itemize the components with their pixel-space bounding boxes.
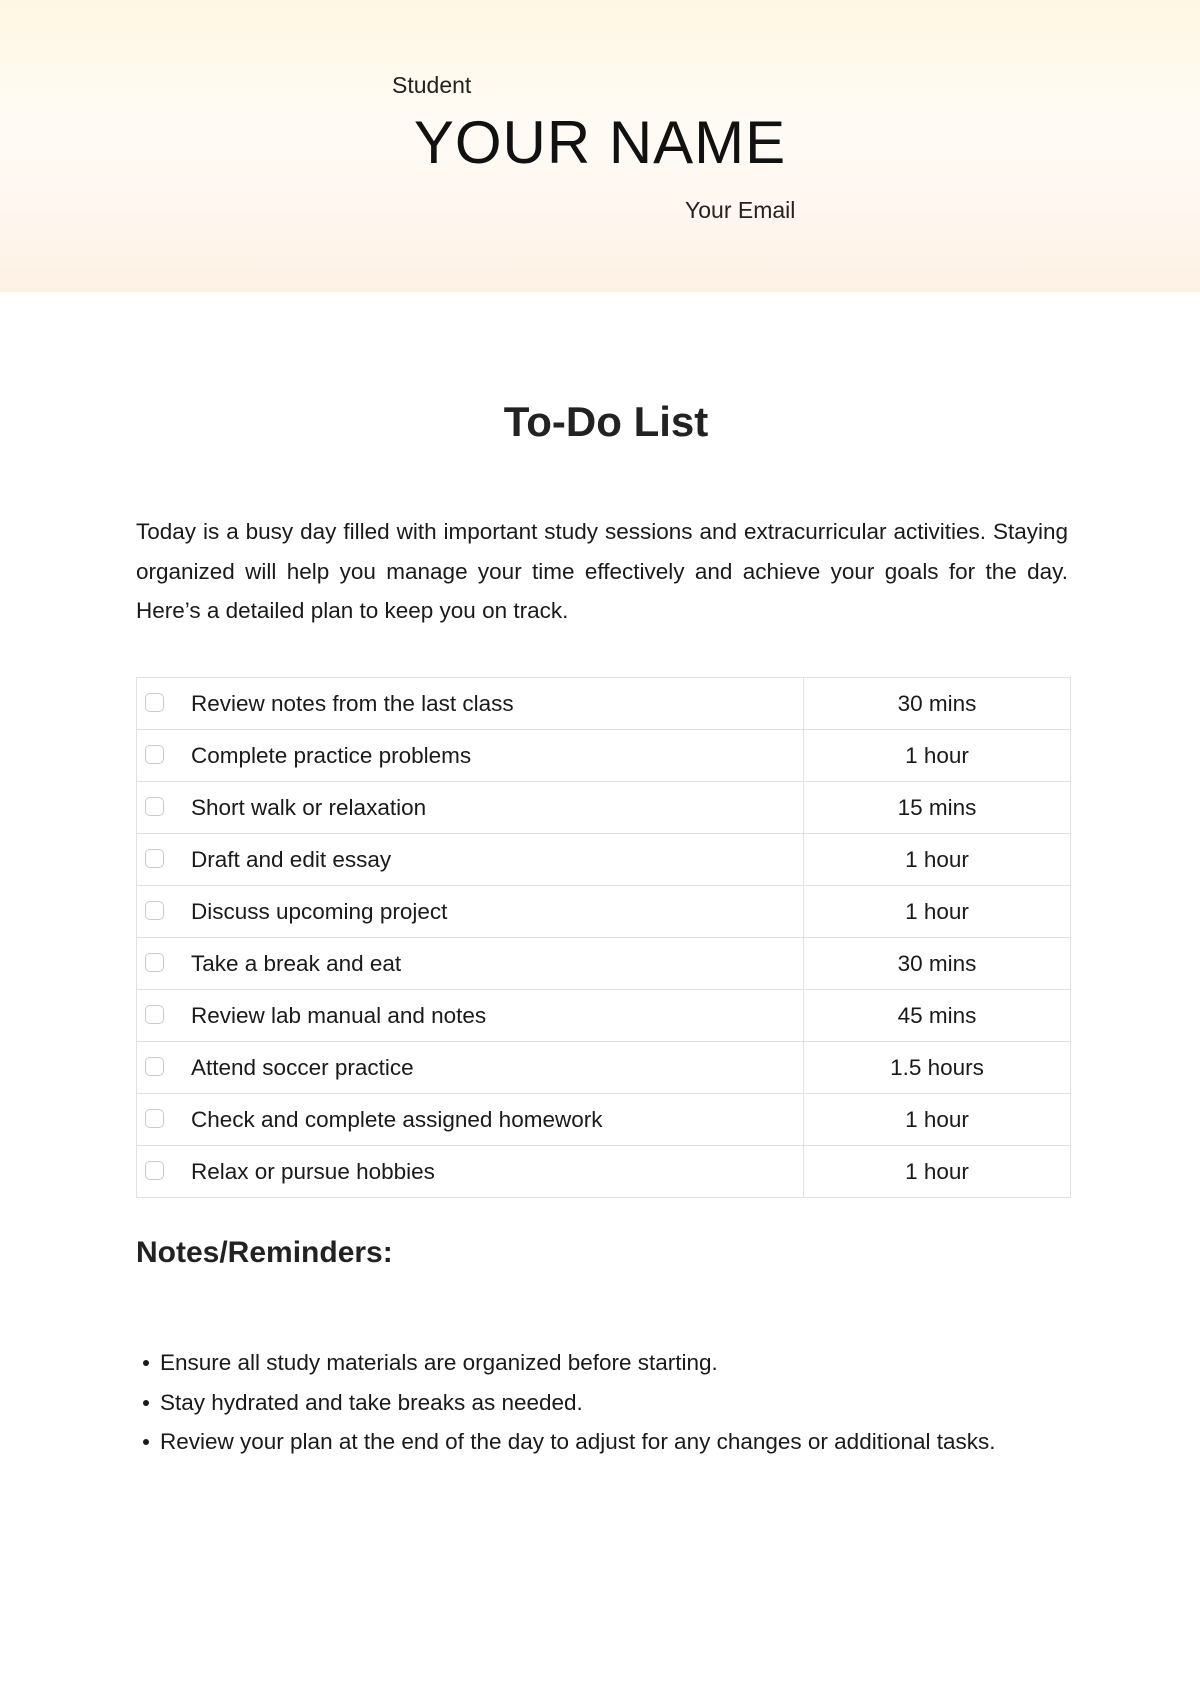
task-label: Short walk or relaxation: [191, 794, 427, 820]
note-text: Ensure all study materials are organized before starting.: [160, 1350, 718, 1375]
list-item: [136, 1383, 996, 1423]
header-banner: [0, 0, 1200, 292]
task-checkbox[interactable]: [145, 797, 164, 816]
student-email: Your Email: [685, 197, 796, 223]
list-item: [136, 1343, 996, 1383]
task-checkbox[interactable]: [145, 1161, 164, 1180]
task-duration: 15 mins: [804, 782, 1071, 834]
task-label: Review notes from the last class: [191, 690, 514, 716]
task-cell: [137, 886, 804, 938]
task-table: [136, 677, 1071, 1198]
task-checkbox[interactable]: [145, 693, 164, 712]
task-checkbox[interactable]: [145, 901, 164, 920]
bullet-icon: [143, 1439, 149, 1445]
task-label: Draft and edit essay: [191, 846, 392, 872]
task-label: Discuss upcoming project: [191, 898, 448, 924]
task-cell: [137, 678, 804, 730]
task-checkbox[interactable]: [145, 1109, 164, 1128]
table-row: [137, 730, 1071, 782]
notes-title: Notes/Reminders:: [136, 1236, 393, 1269]
task-label: Take a break and eat: [191, 950, 402, 976]
note-text: Review your plan at the end of the day to adjust for any changes or additional tasks.: [160, 1429, 996, 1454]
task-duration: 1 hour: [804, 886, 1071, 938]
task-duration: 1 hour: [804, 1094, 1071, 1146]
task-cell: [137, 834, 804, 886]
student-name: YOUR NAME: [413, 109, 787, 176]
task-checkbox[interactable]: [145, 1057, 164, 1076]
task-checkbox[interactable]: [145, 1005, 164, 1024]
task-cell: [137, 782, 804, 834]
table-row: [137, 1146, 1071, 1198]
task-cell: [137, 1042, 804, 1094]
task-duration: 1 hour: [804, 730, 1071, 782]
bullet-icon: [143, 1360, 149, 1366]
task-label: Relax or pursue hobbies: [191, 1158, 435, 1184]
task-duration: 45 mins: [804, 990, 1071, 1042]
table-row: [137, 886, 1071, 938]
task-checkbox[interactable]: [145, 849, 164, 868]
bullet-icon: [143, 1400, 149, 1406]
table-row: [137, 990, 1071, 1042]
table-row: [137, 938, 1071, 990]
task-duration: 30 mins: [804, 678, 1071, 730]
task-checkbox[interactable]: [145, 745, 164, 764]
role-label: Student: [392, 72, 472, 98]
intro-paragraph: Today is a busy day filled with important study sessions and extracurricular activities. Staying organized will help you manage your time effectively and achieve your goals for the day. Here’s a detailed plan to keep you on track.: [136, 519, 1068, 623]
table-row: [137, 1094, 1071, 1146]
task-label: Check and complete assigned homework: [191, 1106, 603, 1132]
task-cell: [137, 938, 804, 990]
task-label: Complete practice problems: [191, 742, 472, 768]
task-label: Attend soccer practice: [191, 1054, 414, 1080]
task-duration: 1.5 hours: [804, 1042, 1071, 1094]
note-text: Stay hydrated and take breaks as needed.: [160, 1389, 583, 1415]
task-cell: [137, 1094, 804, 1146]
notes-list: [136, 1343, 996, 1462]
task-duration: 30 mins: [804, 938, 1071, 990]
task-cell: [137, 1146, 804, 1198]
table-row: [137, 782, 1071, 834]
task-cell: [137, 990, 804, 1042]
table-row: [137, 678, 1071, 730]
task-duration: 1 hour: [804, 1146, 1071, 1198]
list-item: [136, 1422, 996, 1462]
table-row: [137, 834, 1071, 886]
task-cell: [137, 730, 804, 782]
task-duration: 1 hour: [804, 834, 1071, 886]
page-title: To-Do List: [503, 398, 709, 445]
task-label: Review lab manual and notes: [191, 1002, 487, 1028]
table-row: [137, 1042, 1071, 1094]
task-checkbox[interactable]: [145, 953, 164, 972]
